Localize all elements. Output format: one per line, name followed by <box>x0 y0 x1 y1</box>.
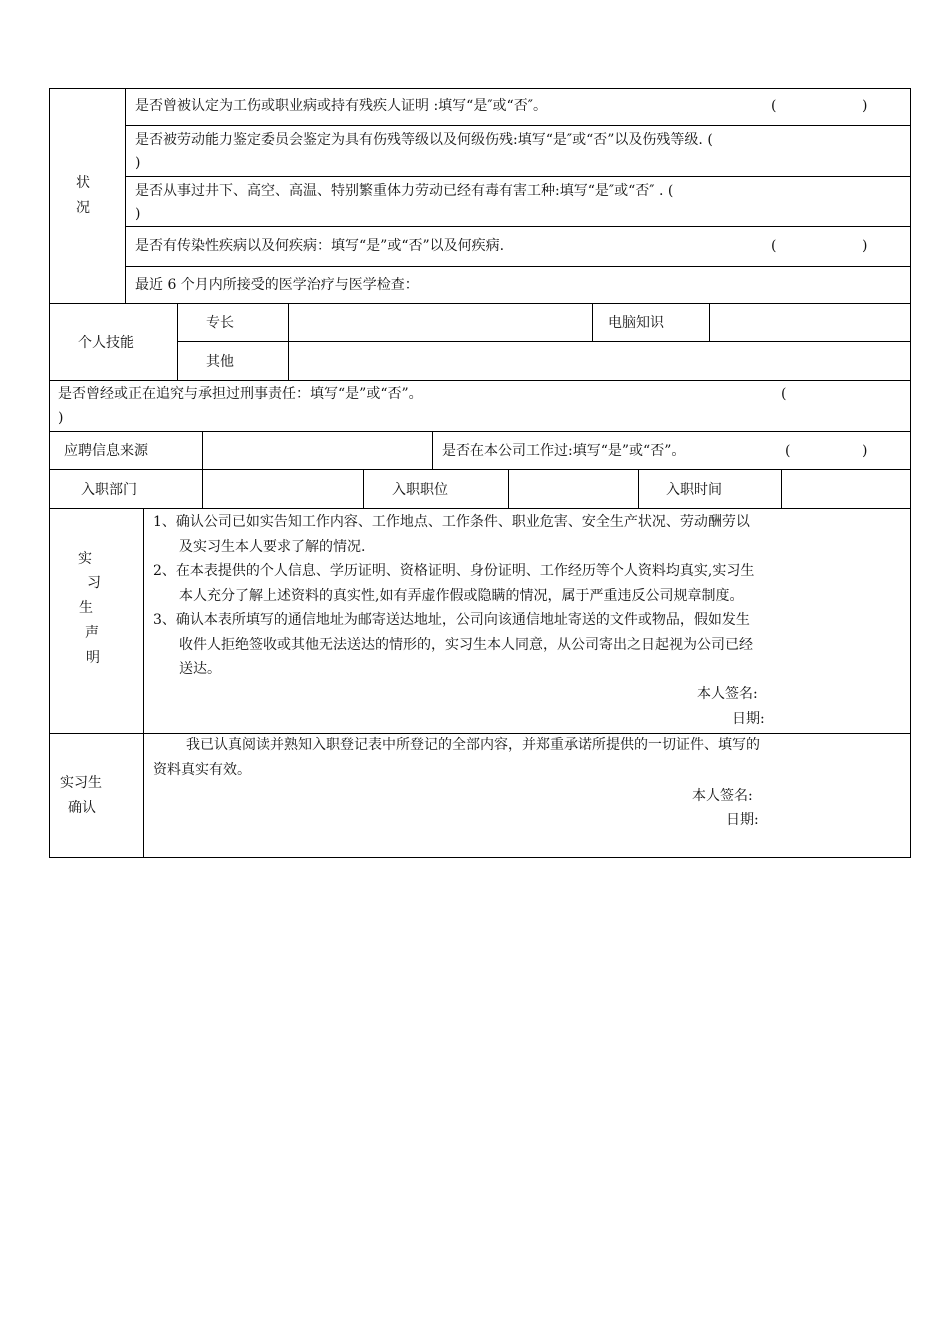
divider <box>432 431 433 469</box>
divider <box>202 431 203 469</box>
declaration-item-3: 3、确认本表所填写的通信地址为邮寄送达地址，公司向该通信地址寄送的文件或物品，假如发生 <box>153 612 750 628</box>
injury-answer-close[interactable]: ) <box>862 98 868 114</box>
skills-label: 个人技能 <box>78 335 134 351</box>
divider <box>49 380 911 381</box>
declaration-date-label[interactable]: 日期: <box>732 711 765 727</box>
criminal-answer-open[interactable]: ( <box>781 386 787 402</box>
hazardous-work-question: 是否从事过井下、高空、高温、特别繁重体力劳动已经有毒有害工种:填写“是″或“否″ . ( <box>135 183 674 199</box>
status-label-line2: 况 <box>76 200 90 216</box>
computer-skills-label: 电脑知识 <box>608 315 664 331</box>
worked-here-open[interactable]: ( <box>785 443 791 459</box>
divider <box>592 303 593 341</box>
declaration-label-char: 实 <box>78 551 92 567</box>
confirmation-label-line1: 实习生 <box>60 775 102 791</box>
divider <box>49 508 911 509</box>
divider <box>709 303 710 341</box>
table-border-top <box>49 88 911 89</box>
declaration-item-3-cont: 收件人拒绝签收或其他无法送达的情形的，实习生本人同意，从公司寄出之日起视为公司已经 <box>179 637 753 653</box>
hazardous-work-answer[interactable]: ) <box>135 206 141 222</box>
declaration-signature-label[interactable]: 本人签名: <box>697 686 758 702</box>
divider <box>49 733 911 734</box>
declaration-label-char: 习 <box>87 575 101 591</box>
status-label-line1: 状 <box>76 175 90 191</box>
confirmation-date-label[interactable]: 日期: <box>726 812 759 828</box>
disability-grade-question: 是否被劳动能力鉴定委员会鉴定为具有伤残等级以及何级伤残:填写“是″或“否”以及伤残等级. ( <box>135 132 713 148</box>
infectious-answer-close[interactable]: ) <box>862 238 868 254</box>
other-skills-label: 其他 <box>206 354 234 370</box>
department-label: 入职部门 <box>81 482 137 498</box>
disability-grade-answer[interactable]: ) <box>135 155 141 171</box>
declaration-label-char: 声 <box>85 625 99 641</box>
criminal-answer-close[interactable]: ) <box>58 410 64 426</box>
confirmation-statement-cont: 资料真实有效。 <box>153 762 251 778</box>
divider <box>363 469 364 508</box>
confirmation-statement: 我已认真阅读并熟知入职登记表中所登记的全部内容，并郑重承诺所提供的一切证件、填写的 <box>186 737 760 753</box>
criminal-record-question: 是否曾经或正在追究与承担过刑事责任：填写“是”或“否”。 <box>58 386 423 402</box>
declaration-item-1-cont: 及实习生本人要求了解的情况. <box>179 539 366 555</box>
divider <box>143 508 144 858</box>
declaration-label-char: 生 <box>79 600 93 616</box>
divider <box>125 88 126 303</box>
worked-here-close[interactable]: ) <box>862 443 868 459</box>
divider <box>125 125 911 126</box>
specialty-label: 专长 <box>206 315 234 331</box>
divider <box>638 469 639 508</box>
table-border-bottom <box>49 857 911 858</box>
confirmation-signature-label[interactable]: 本人签名: <box>692 788 753 804</box>
divider <box>125 266 911 267</box>
injury-answer-open[interactable]: ( <box>771 98 777 114</box>
job-source-label: 应聘信息来源 <box>64 443 148 459</box>
declaration-label-char: 明 <box>86 650 100 666</box>
confirmation-label-line2: 确认 <box>68 800 96 816</box>
declaration-item-2: 2、在本表提供的个人信息、学历证明、资格证明、身份证明、工作经历等个人资料均真实,实习生 <box>153 563 755 579</box>
infectious-answer-open[interactable]: ( <box>771 238 777 254</box>
start-date-label: 入职时间 <box>666 482 722 498</box>
medical-history-question: 最近 6 个月内所接受的医学治疗与医学检查： <box>135 277 419 293</box>
table-border-right <box>910 88 911 858</box>
table-border-left <box>49 88 50 858</box>
divider <box>49 303 911 304</box>
declaration-item-2-cont: 本人充分了解上述资料的真实性,如有弄虚作假或隐瞒的情况，属于严重违反公司规章制度。 <box>179 588 744 604</box>
worked-here-question: 是否在本公司工作过:填写“是”或“否”。 <box>442 443 686 459</box>
declaration-item-3-end: 送达。 <box>179 661 221 677</box>
position-label: 入职职位 <box>392 482 448 498</box>
divider <box>781 469 782 508</box>
divider <box>49 431 911 432</box>
divider <box>125 176 911 177</box>
divider <box>177 341 911 342</box>
infectious-disease-question: 是否有传染性疾病以及何疾病：填写“是”或“否”以及何疾病. <box>135 238 505 254</box>
divider <box>125 226 911 227</box>
divider <box>508 469 509 508</box>
divider <box>202 469 203 508</box>
declaration-item-1: 1、确认公司已如实告知工作内容、工作地点、工作条件、职业危害、安全生产状况、劳动酬劳以 <box>153 514 750 530</box>
injury-question: 是否曾被认定为工伤或职业病或持有残疾人证明 :填写“是″或“否″。 <box>135 98 547 114</box>
